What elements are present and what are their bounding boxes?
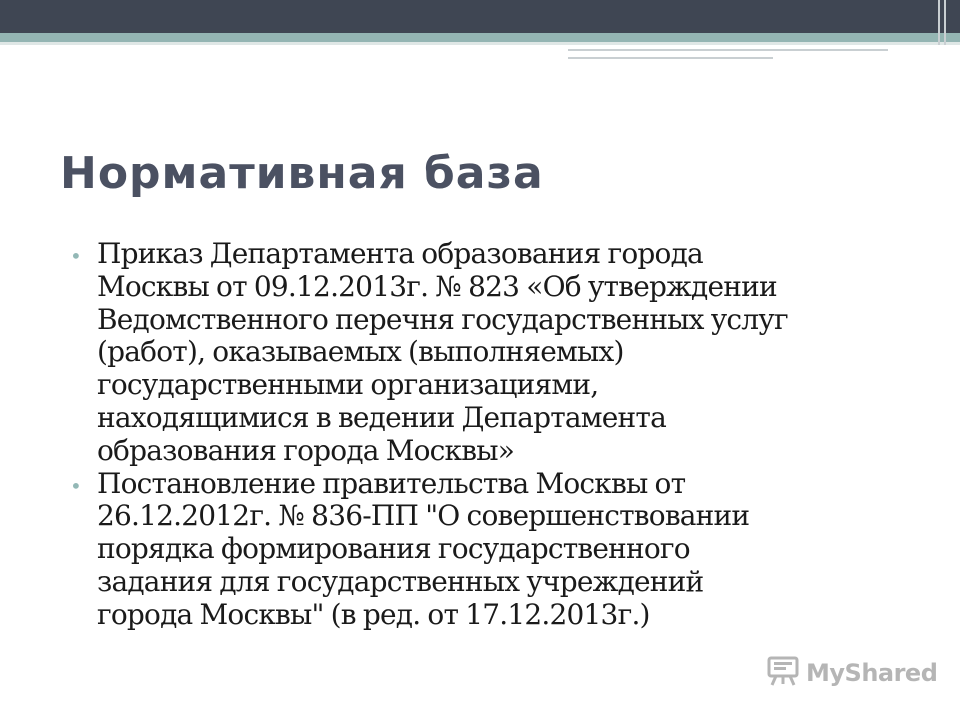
bullet-item bbox=[70, 468, 920, 632]
header-divider-line bbox=[944, 0, 946, 45]
header-accent-thin bbox=[0, 42, 960, 45]
text-line: (работ), оказываемых (выполняемых) bbox=[97, 335, 624, 369]
text-line: государственными организациями, bbox=[97, 368, 599, 402]
bullet-marker: • bbox=[70, 473, 82, 498]
accent-line bbox=[568, 57, 773, 59]
text-line: Москвы от 09.12.2013г. № 823 «Об утверждении bbox=[97, 269, 777, 303]
text-line: города Москвы" (в ред. от 17.12.2013г.) bbox=[97, 597, 650, 631]
watermark-text: MyShared bbox=[806, 659, 938, 687]
text-line: образования города Москвы» bbox=[97, 433, 515, 467]
bullet-text bbox=[97, 238, 920, 468]
bullet-marker: • bbox=[70, 244, 82, 268]
bullet-item bbox=[70, 238, 920, 468]
slide-title: Нормативная база bbox=[60, 148, 544, 199]
text-line: Приказ Департамента образования города bbox=[97, 237, 703, 270]
text-line: порядка формирования государственного bbox=[97, 532, 690, 566]
text-line: задания для государственных учреждений bbox=[97, 564, 704, 598]
text-line: 26.12.2012г. № 836-ПП "О совершенствовании bbox=[97, 499, 750, 533]
bullet-list bbox=[70, 238, 920, 632]
watermark bbox=[766, 656, 937, 690]
header-bar bbox=[0, 0, 960, 33]
bullet-text bbox=[97, 468, 920, 632]
header-divider-line bbox=[938, 0, 940, 45]
text-line: находящимися в ведении Департамента bbox=[97, 400, 666, 434]
text-line: Постановление правительства Москвы от bbox=[97, 466, 686, 500]
header-accent-stripe bbox=[0, 33, 960, 42]
accent-line bbox=[568, 49, 888, 51]
text-line: Ведомственного перечня государственных услуг bbox=[97, 302, 788, 336]
presentation-board-icon bbox=[766, 656, 800, 690]
